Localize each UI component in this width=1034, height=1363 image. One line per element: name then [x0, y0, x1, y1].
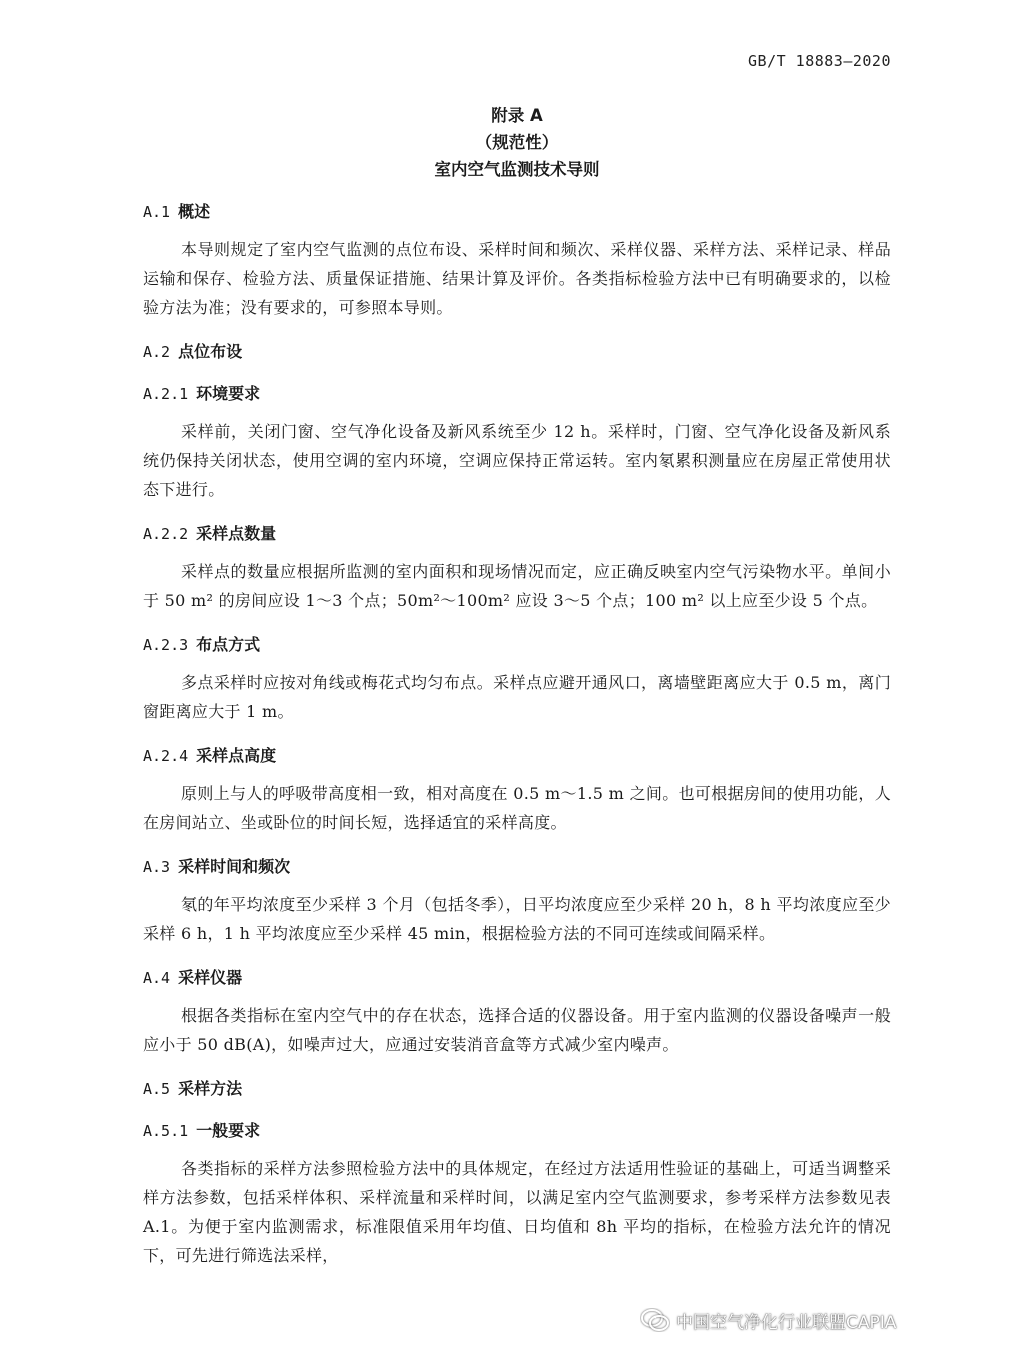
section-number: A.2.2 [143, 525, 189, 543]
section-paragraph: 本导则规定了室内空气监测的点位布设、采样时间和频次、采样仪器、采样方法、采样记录、样品运输和保存、检验方法、质量保证措施、结果计算及评价。各类指标检验方法中已有明确要求的，以检验方法为准；没有要求的，可参照本导则。 [143, 240, 891, 317]
section-number: A.1 [143, 203, 171, 221]
section-heading [143, 855, 891, 879]
section-heading [143, 522, 891, 546]
section-heading [143, 1119, 891, 1143]
watermark-text: 中国空气净化行业联盟CAPIA [676, 1312, 897, 1333]
section-title: 一般要求 [196, 1121, 261, 1140]
section-paragraph: 原则上与人的呼吸带高度相一致，相对高度在 0.5 m～1.5 m 之间。也可根据房间的使用功能，人在房间站立、坐或卧位的时间长短，选择适宜的采样高度。 [143, 784, 891, 832]
section-heading [143, 966, 891, 990]
appendix-name: 室内空气监测技术导则 [434, 160, 600, 179]
wechat-icon [640, 1308, 670, 1332]
section-title: 环境要求 [196, 384, 261, 403]
appendix-label: 附录 A [491, 106, 543, 125]
section-number: A.3 [143, 858, 171, 876]
standard-number: GB/T 18883—2020 [748, 52, 891, 70]
section-number: A.2.1 [143, 385, 189, 403]
section-paragraph: 采样点的数量应根据所监测的室内面积和现场情况而定，应正确反映室内空气污染物水平。单间小于 50 m² 的房间应设 1～3 个点；50m²～100m² 应设 3～5 个点；100 m² 以上应至少设 5 个点。 [143, 562, 891, 610]
section-title: 布点方式 [196, 635, 261, 654]
section-number: A.5.1 [143, 1122, 189, 1140]
section-heading [143, 382, 891, 406]
section-number: A.4 [143, 969, 171, 987]
section-title: 采样方法 [178, 1079, 243, 1098]
section-heading [143, 1077, 891, 1101]
section-heading [143, 200, 891, 224]
section-paragraph: 采样前，关闭门窗、空气净化设备及新风系统至少 12 h。采样时，门窗、空气净化设备及新风系统仍保持关闭状态，使用空调的室内环境，空调应保持正常运转。室内氡累积测量应在房屋正常使用状态下进行。 [143, 422, 891, 499]
section-number: A.2 [143, 343, 171, 361]
section-paragraph: 氡的年平均浓度至少采样 3 个月（包括冬季），日平均浓度应至少采样 20 h，8 h 平均浓度应至少采样 6 h，1 h 平均浓度应至少采样 45 min，根据检验方法的不同可连续或间隔采样。 [143, 895, 891, 943]
section-title: 概述 [178, 202, 211, 221]
document-body [143, 200, 891, 1288]
appendix-type: （规范性） [475, 133, 559, 152]
section-paragraph: 根据各类指标在室内空气中的存在状态，选择合适的仪器设备。用于室内监测的仪器设备噪声一般应小于 50 dB(A)，如噪声过大，应通过安装消音盒等方式减少室内噪声。 [143, 1006, 891, 1054]
section-title: 采样时间和频次 [178, 857, 291, 876]
section-heading [143, 744, 891, 768]
section-title: 采样点高度 [196, 746, 277, 765]
section-title: 采样点数量 [196, 524, 277, 543]
section-number: A.2.3 [143, 636, 189, 654]
watermark [640, 1305, 896, 1335]
section-heading [143, 633, 891, 657]
section-paragraph: 各类指标的采样方法参照检验方法中的具体规定，在经过方法适用性验证的基础上，可适当调整采样方法参数，包括采样体积、采样流量和采样时间，以满足室内空气监测要求，参考采样方法参数见表 A.1。为便于室内监测需求，标准限值采用年均值、日均值和 8h 平均的指标，在检验方法允许的情况下，可先进行筛选法采样， [143, 1159, 891, 1265]
section-number: A.5 [143, 1080, 171, 1098]
section-title: 点位布设 [178, 342, 243, 361]
appendix-title [0, 102, 1034, 183]
section-heading [143, 340, 891, 364]
section-paragraph: 多点采样时应按对角线或梅花式均匀布点。采样点应避开通风口，离墙壁距离应大于 0.5 m，离门窗距离应大于 1 m。 [143, 673, 891, 721]
section-title: 采样仪器 [178, 968, 243, 987]
section-number: A.2.4 [143, 747, 189, 765]
